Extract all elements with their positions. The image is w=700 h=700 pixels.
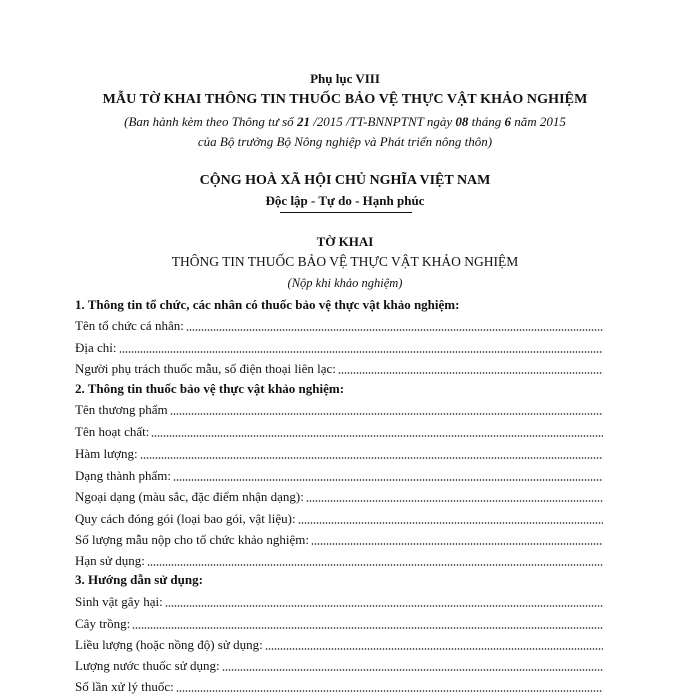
fill-in-line bbox=[306, 500, 603, 502]
form-field bbox=[75, 614, 605, 632]
field-label: Quy cách đóng gói (loại bao gói, vật liệu): bbox=[75, 511, 296, 526]
issuance-note-line2: của Bộ trưởng Bộ Nông nghiệp và Phát triển nông thôn) bbox=[197, 134, 493, 149]
field-label: Số lần xử lý thuốc: bbox=[75, 679, 174, 694]
field-label: Dạng thành phẩm: bbox=[75, 468, 172, 483]
field-label: Tên hoạt chất: bbox=[75, 424, 150, 439]
fill-in-line bbox=[173, 479, 603, 481]
declaration-subtitle: THÔNG TIN THUỐC BẢO VỆ THỰC VẬT KHẢO NGHIỆM bbox=[171, 254, 519, 269]
field-label: Tên thương phẩm bbox=[75, 402, 168, 417]
fill-in-line bbox=[265, 648, 603, 650]
fill-in-line bbox=[151, 435, 603, 437]
form-field bbox=[75, 400, 605, 418]
fill-in-line bbox=[165, 605, 603, 607]
fill-in-line bbox=[222, 669, 603, 671]
section-heading: 1. Thông tin tổ chức, các nhân có thuốc bảo vệ thực vật khảo nghiệm: bbox=[75, 297, 460, 312]
circular-number: 21 bbox=[296, 114, 310, 129]
fill-in-line bbox=[311, 543, 603, 545]
form-field bbox=[75, 592, 605, 610]
form-field bbox=[75, 509, 605, 527]
fill-in-line bbox=[176, 690, 603, 692]
form-field bbox=[75, 530, 605, 548]
fill-in-line bbox=[119, 351, 603, 353]
form-field bbox=[75, 635, 605, 653]
field-label: Cây trồng: bbox=[75, 616, 131, 631]
section-heading: 3. Hướng dẫn sử dụng: bbox=[75, 572, 203, 587]
field-label: Sinh vật gây hại: bbox=[75, 594, 163, 609]
circular-code: /2015 /TT-BNNPTNT ngày bbox=[313, 114, 453, 129]
issue-day: 08 bbox=[455, 114, 469, 129]
form-field bbox=[75, 359, 605, 377]
form-field bbox=[75, 487, 605, 505]
form-title: MẪU TỜ KHAI THÔNG TIN THUỐC BẢO VỆ THỰC VẬT KHẢO NGHIỆM bbox=[102, 92, 588, 107]
field-label: Ngoại dạng (màu sắc, đặc điểm nhận dạng): bbox=[75, 489, 304, 504]
issue-month: 6 bbox=[504, 114, 511, 129]
fill-in-line bbox=[140, 457, 603, 459]
form-field bbox=[75, 677, 605, 695]
field-label: Hạn sử dụng: bbox=[75, 553, 145, 568]
field-label: Hàm lượng: bbox=[75, 446, 138, 461]
form-field bbox=[75, 656, 605, 674]
field-label: Số lượng mẫu nộp cho tổ chức khảo nghiệm: bbox=[75, 532, 309, 547]
form-field bbox=[75, 422, 605, 440]
form-field bbox=[75, 466, 605, 484]
field-label: Tên tổ chức cá nhân: bbox=[75, 318, 184, 333]
fill-in-line bbox=[170, 413, 603, 415]
form-field bbox=[75, 338, 605, 356]
month-word: tháng bbox=[471, 114, 502, 129]
national-motto: Độc lập - Tự do - Hạnh phúc bbox=[265, 193, 425, 208]
form-field bbox=[75, 444, 605, 462]
issued-prefix: (Ban hành kèm theo Thông tư số bbox=[124, 114, 294, 129]
section-heading: 2. Thông tin thuốc bảo vệ thực vật khảo nghiệm: bbox=[75, 381, 345, 396]
field-label: Người phụ trách thuốc mẫu, số điện thoại liên lạc: bbox=[75, 361, 336, 376]
declaration-note: (Nộp khi khảo nghiệm) bbox=[287, 276, 403, 290]
appendix-label: Phụ lục VIII bbox=[310, 71, 380, 86]
fill-in-line bbox=[147, 564, 603, 566]
form-field bbox=[75, 316, 605, 334]
issuance-note-line1 bbox=[0, 114, 690, 130]
motto-underline bbox=[280, 212, 412, 213]
field-label: Lượng nước thuốc sử dụng: bbox=[75, 658, 220, 673]
form-field bbox=[75, 551, 605, 569]
fill-in-line bbox=[298, 522, 603, 524]
fill-in-line bbox=[186, 329, 603, 331]
fill-in-line bbox=[132, 627, 603, 629]
fill-in-line bbox=[338, 372, 603, 374]
declaration-title: TỜ KHAI bbox=[316, 234, 374, 249]
national-title: CỘNG HOÀ XÃ HỘI CHỦ NGHĨA VIỆT NAM bbox=[199, 173, 491, 188]
field-label: Địa chỉ: bbox=[75, 340, 117, 355]
issue-year: năm 2015 bbox=[514, 114, 566, 129]
field-label: Liều lượng (hoặc nồng độ) sử dụng: bbox=[75, 637, 263, 652]
